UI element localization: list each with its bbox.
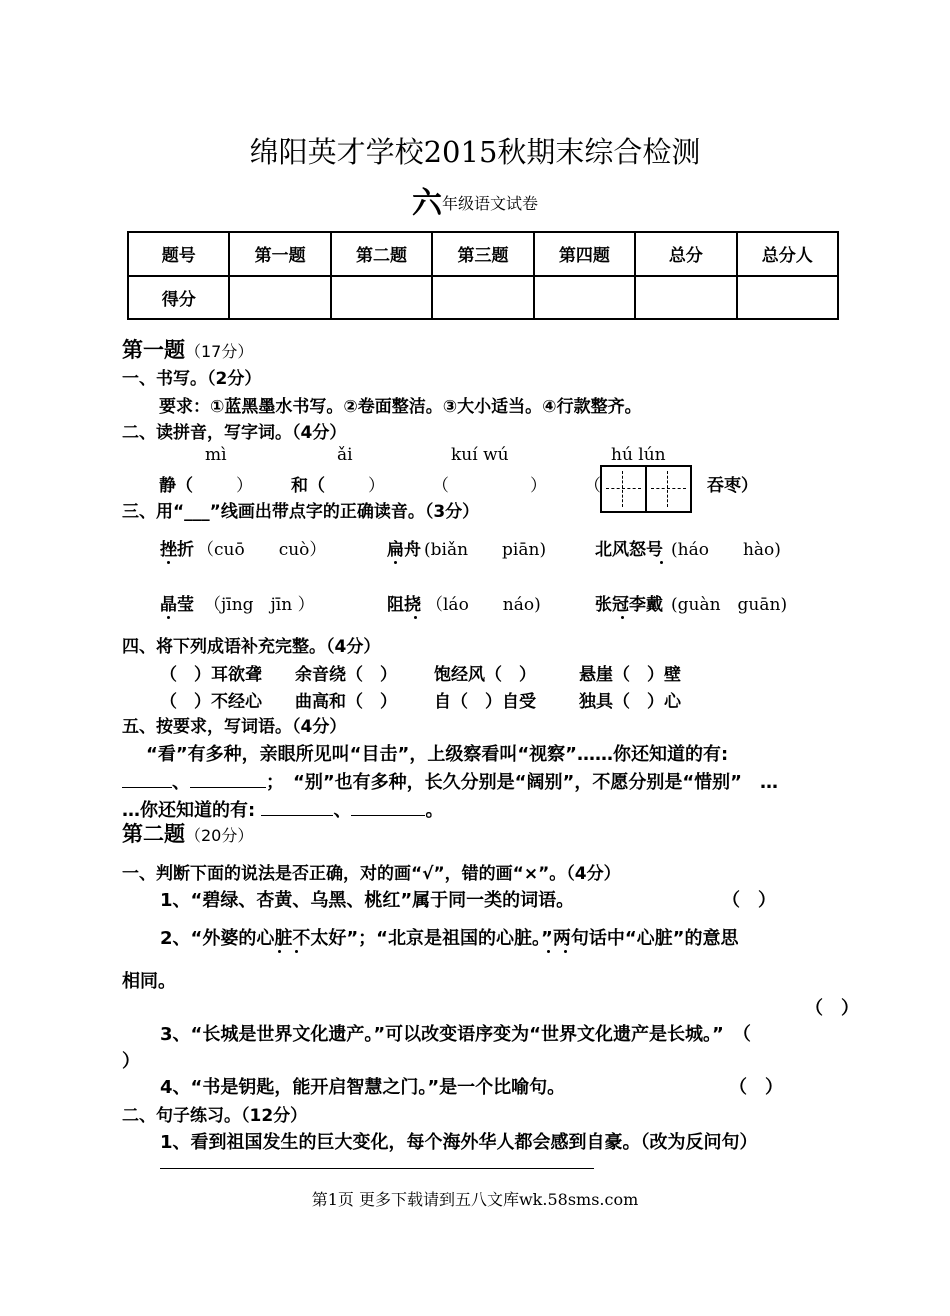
judge-4: 4、“书是钥匙，能开启智慧之门。”是一个比喻句。 — [160, 1077, 566, 1098]
word-4-end: 吞枣） — [707, 476, 758, 496]
score-table — [127, 231, 839, 320]
answer-blank[interactable] — [261, 815, 333, 816]
idiom-8: 独具（ ）心 — [579, 692, 681, 712]
word-3-start: （ — [432, 476, 449, 496]
judge-1-answer[interactable]: （ ） — [722, 890, 776, 911]
q4-title: 四、将下列成语补充完整。（4分） — [122, 637, 381, 657]
emphasis-dot — [547, 950, 550, 953]
writing-grid-box-1[interactable] — [600, 465, 647, 513]
sentence-practice-title: 二、句子练习。（12分） — [122, 1106, 308, 1126]
score-table-score-row — [128, 276, 838, 320]
score-header-cell: 第三题 — [432, 232, 533, 276]
idiom-6: 曲高和（ ） — [295, 692, 397, 712]
read-word-4: 晶莹 — [160, 595, 194, 615]
emphasis-dot — [394, 561, 397, 564]
q1-title: 一、书写。（2分） — [122, 369, 262, 389]
read-opts-4: （jīng jīn ） — [204, 595, 315, 615]
idiom-3: 饱经风（ ） — [434, 665, 536, 685]
answer-line[interactable] — [160, 1168, 594, 1169]
emphasis-dot — [278, 950, 281, 953]
score-table-header-row — [128, 232, 838, 276]
read-word-1: 挫折 — [160, 540, 194, 560]
score-cell[interactable] — [229, 276, 330, 320]
pinyin-2: ǎi — [337, 445, 353, 465]
page-footer: 第1页 更多下载请到五八文库wk.58sms.com — [311, 1190, 639, 1209]
score-header-cell: 总分人 — [737, 232, 838, 276]
word-2-start: 和（ — [291, 476, 325, 496]
score-cell[interactable] — [331, 276, 432, 320]
word-1-end: ） — [236, 476, 253, 496]
answer-blank[interactable] — [351, 815, 425, 816]
word-2-end: ） — [368, 476, 385, 496]
score-header-cell: 题号 — [128, 232, 229, 276]
answer-blank[interactable] — [190, 787, 266, 788]
emphasis-dot — [660, 561, 663, 564]
read-word-2: 扁舟 — [387, 540, 421, 560]
emphasis-dot — [621, 616, 624, 619]
emphasis-dot — [295, 950, 298, 953]
pinyin-3: kuí wú — [451, 445, 509, 465]
judge-2-cont: 相同。 — [122, 971, 176, 992]
score-cell[interactable] — [737, 276, 838, 320]
judge-3-cont: ） — [122, 1051, 140, 1072]
word-3-end: ） — [530, 476, 547, 496]
read-opts-2: (biǎn piān) — [424, 540, 547, 560]
score-row-label: 得分 — [128, 276, 229, 320]
emphasis-dot — [167, 561, 170, 564]
judge-4-answer[interactable]: （ ） — [729, 1077, 783, 1098]
read-opts-3: (háo hào) — [671, 540, 781, 560]
part2-heading: 第二题（20分） — [122, 822, 254, 846]
q2-title: 二、读拼音，写字词。（4分） — [122, 423, 347, 443]
score-header-cell: 第二题 — [331, 232, 432, 276]
subtitle-text: 年级语文试卷 — [441, 194, 538, 213]
judge-2: 2、“外婆的心脏不太好”；“北京是祖国的心脏。”两句话中“心脏”的意思 — [160, 928, 739, 949]
idiom-2: 余音绕（ ） — [295, 665, 397, 685]
word-1-start: 静（ — [159, 476, 193, 496]
judge-2-answer[interactable]: （ ） — [805, 998, 859, 1019]
idiom-5: （ ）不经心 — [160, 692, 262, 712]
read-word-5: 阻挠 — [387, 595, 421, 615]
pinyin-4: hú lún — [611, 445, 666, 465]
score-cell[interactable] — [534, 276, 635, 320]
read-opts-6: (guàn guān) — [671, 595, 788, 615]
score-header-cell: 第一题 — [229, 232, 330, 276]
q3-title: 三、用“___”线画出带点字的正确读音。（3分） — [122, 502, 480, 522]
emphasis-dot — [167, 616, 170, 619]
read-word-3: 北风怒号 — [595, 540, 663, 560]
q1-requirements: 要求：①蓝黑墨水书写。②卷面整洁。③大小适当。④行款整齐。 — [159, 397, 642, 417]
score-cell[interactable] — [635, 276, 736, 320]
read-opts-5: （láo náo) — [426, 595, 541, 615]
judge-1: 1、“碧绿、杏黄、乌黑、桃红”属于同一类的词语。 — [160, 890, 575, 911]
q5-paragraph-line2: 、 ； “别”也有多种，长久分别是“阔别”，不愿分别是“惜别” … — [122, 768, 778, 794]
score-cell[interactable] — [432, 276, 533, 320]
grade-number: 六 — [411, 186, 442, 221]
judge-title: 一、判断下面的说法是否正确，对的画“√”，错的画“×”。（4分） — [122, 864, 621, 884]
word-4-start: （ — [584, 476, 601, 496]
part1-heading: 第一题（17分） — [122, 338, 254, 362]
read-opts-1: （cuō cuò） — [197, 540, 327, 560]
emphasis-dot — [414, 616, 417, 619]
idiom-4: 悬崖（ ）壁 — [579, 665, 681, 685]
q5-paragraph-line1: “看”有多种，亲眼所见叫“目击”，上级察看叫“视察”……你还知道的有: — [146, 744, 729, 765]
score-header-cell: 总分 — [635, 232, 736, 276]
judge-3: 3、“长城是世界文化遗产。”可以改变语序变为“世界文化遗产是长城。” （ — [160, 1024, 751, 1045]
idiom-1: （ ）耳欲聋 — [160, 665, 262, 685]
idiom-7: 自（ ）自受 — [434, 692, 536, 712]
answer-blank[interactable] — [122, 787, 172, 788]
read-word-6: 张冠李戴 — [595, 595, 663, 615]
q5-title: 五、按要求，写词语。（4分） — [122, 717, 347, 737]
subtitle — [0, 178, 950, 222]
emphasis-dot — [564, 950, 567, 953]
sentence-1: 1、看到祖国发生的巨大变化，每个海外华人都会感到自豪。（改为反问句） — [160, 1132, 758, 1153]
q5-paragraph-line3: …你还知道的有: 、 。 — [122, 800, 444, 821]
page-title: 绵阳英才学校2015秋期末综合检测 — [249, 135, 701, 169]
pinyin-1: mì — [205, 445, 227, 465]
score-header-cell: 第四题 — [534, 232, 635, 276]
writing-grid-box-2[interactable] — [645, 465, 692, 513]
